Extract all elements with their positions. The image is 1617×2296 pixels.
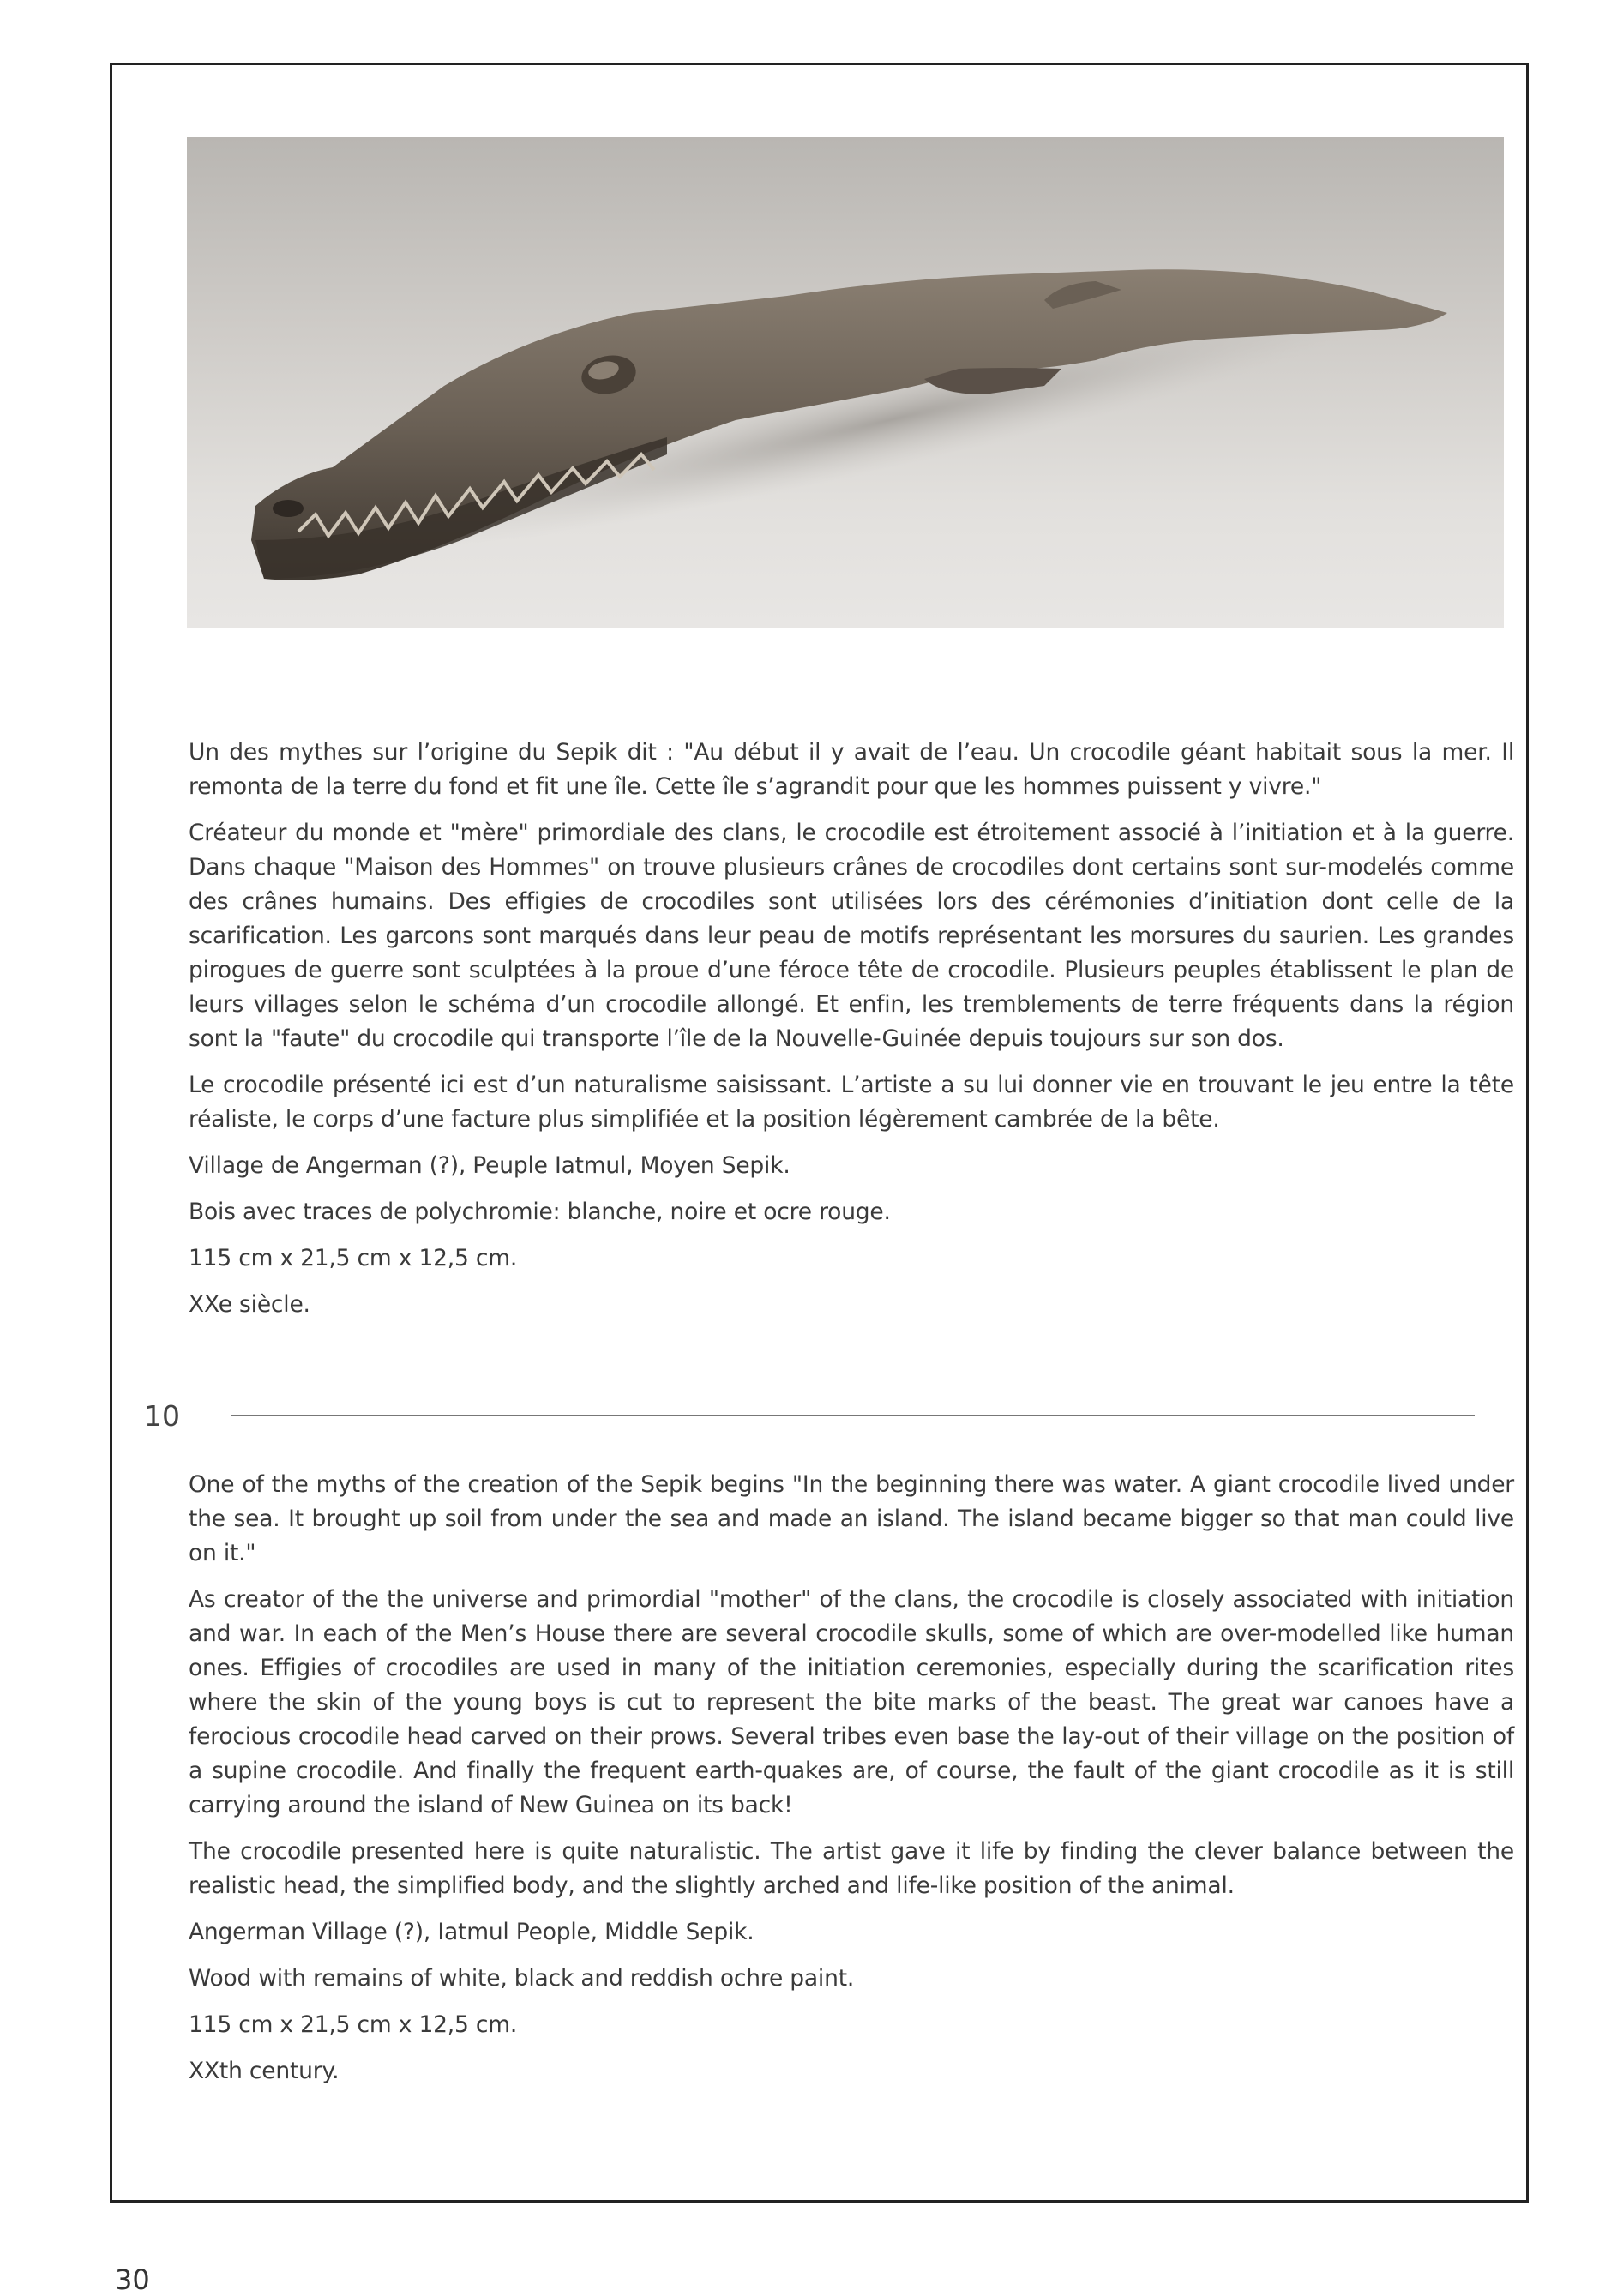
page-number: 30 (115, 2263, 150, 2296)
french-paragraph-1: Un des mythes sur l’origine du Sepik dit : "Au début il y avait de l’eau. Un crocodile géant habitait sous la mer. Il remonta de la terre du fond et fit une île. Cette île s’agrandit pour que les hommes puissent y vivre." (189, 739, 1514, 800)
crocodile-sculpture-image (187, 137, 1504, 628)
english-description (189, 1468, 1514, 2101)
english-paragraph-3: The crocodile presented here is quite naturalistic. The artist gave it life by finding the clever balance between the realistic head, the simplified body, and the slightly arched and life-like position of the animal. (189, 1838, 1514, 1899)
english-material: Wood with remains of white, black and reddish ochre paint. (189, 1965, 855, 1992)
english-date: XXth century. (189, 2058, 340, 2084)
french-material: Bois avec traces de polychromie: blanche, noire et ocre rouge. (189, 1199, 891, 1225)
french-paragraph-2: Créateur du monde et "mère" primordiale des clans, le crocodile est étroitement associé à l’initiation et à la guerre. Dans chaque "Maison des Hommes" on trouve plusieurs crânes de crocodiles dont certains sont sur-modelés comme des crânes humains. Des effigies de crocodiles sont utilisées lors des cérémonies d’initiation dont celle de la scarification. Les garcons sont marqués dans leur peau de motifs représentant les morsures du saurien. Les grandes pirogues de guerre sont sculptées à la proue d’une féroce tête de crocodile. Plusieurs peuples établissent le plan de leurs villages selon le schéma d’un crocodile allongé. Et enfin, les tremblements de terre fréquents dans la région sont la "faute" du crocodile qui transporte l’île de la Nouvelle-Guinée depuis toujours sur son dos. (189, 820, 1514, 1052)
english-dimensions: 115 cm x 21,5 cm x 12,5 cm. (189, 2011, 518, 2038)
section-divider (231, 1415, 1475, 1416)
french-provenance: Village de Angerman (?), Peuple Iatmul, Moyen Sepik. (189, 1152, 790, 1179)
crocodile-sculpture-photo (187, 137, 1504, 628)
french-paragraph-3: Le crocodile présenté ici est d’un naturalisme saisissant. L’artiste a su lui donner vie en trouvant le jeu entre la tête réaliste, le corps d’une facture plus simplifiée et la position légèrement cambrée de la bête. (189, 1072, 1514, 1133)
french-description (189, 736, 1514, 1334)
english-paragraph-1: One of the myths of the creation of the Sepik begins "In the beginning there was water. A giant crocodile lived under the sea. It brought up soil from under the sea and made an island. The island became bigger so that man could live on it." (189, 1471, 1514, 1566)
french-date: XXe siècle. (189, 1291, 310, 1318)
english-provenance: Angerman Village (?), Iatmul People, Middle Sepik. (189, 1919, 754, 1945)
french-dimensions: 115 cm x 21,5 cm x 12,5 cm. (189, 1245, 518, 1271)
english-paragraph-2: As creator of the the universe and primordial "mother" of the clans, the crocodile is closely associated with initiation and war. In each of the Men’s House there are several crocodile skulls, some of which are over-modelled like human ones. Effigies of crocodiles are used in many of the initiation ceremonies, especially during the scarification rites where the skin of the young boys is cut to represent the bite marks of the beast. The great war canoes have a ferocious crocodile head carved on their prows. Several tribes even base the lay-out of their village on the position of a supine crocodile. And finally the frequent earth-quakes are, of course, the fault of the giant crocodile as it is still carrying around the island of New Guinea on its back! (189, 1586, 1514, 1818)
catalogue-item-number: 10 (144, 1399, 180, 1433)
